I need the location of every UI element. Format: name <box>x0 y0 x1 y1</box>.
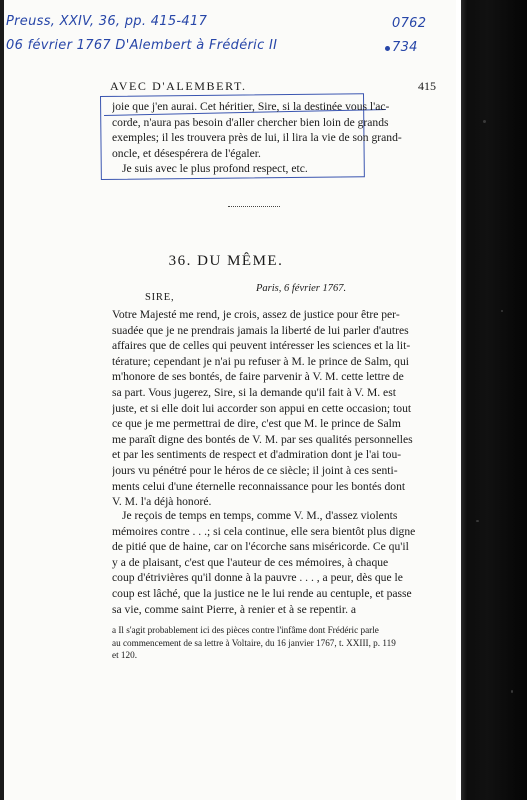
text-line: suadée que je ne prendrais jamais la liberté de lui parler d'autres <box>112 323 409 337</box>
boxed-passage <box>112 99 452 177</box>
handwritten-reference: Preuss, XXIV, 36, pp. 415-417 <box>6 14 208 29</box>
running-head-title: AVEC D'ALEMBERT. <box>110 79 247 93</box>
handwritten-number-2: 734 <box>392 40 418 55</box>
text-line: affaires que de celles qui peuvent intéresser les sciences et la lit- <box>112 339 411 353</box>
text-line: V. M. l'a déjà honoré. <box>112 495 212 509</box>
footnote-line: au commencement de sa lettre à Voltaire, du 16 janvier 1767, t. XXIII, p. 119 <box>112 637 396 648</box>
footnote-line: et 120. <box>112 650 138 660</box>
text-line: y a de plaisant, c'est que l'auteur de ces mémoires, à chaque <box>112 555 389 569</box>
text-line: ce que je me permettrai de dire, c'est que M. le prince de Salm <box>112 417 401 431</box>
letter-paragraph-1 <box>112 307 452 510</box>
running-head <box>110 79 436 95</box>
footnote-line: a Il s'agit probablement ici des pièces contre l'infâme dont Frédéric parle <box>112 625 379 635</box>
text-line: et par les sentiments de respect et d'admiration dont je l'ai tou- <box>112 448 402 462</box>
letter-heading: 36. DU MÊME. <box>168 253 284 269</box>
text-line: sa part. Vous jugerez, Sire, si la demande qu'il fait à V. M. est <box>112 385 396 399</box>
text-line: juste, et si elle doit lui accorder son appui en cette occasion; tout <box>112 401 412 415</box>
handwritten-bullet <box>385 46 390 51</box>
handwritten-date-and-correspondents: 06 février 1767 D'Alembert à Frédéric II <box>6 38 278 53</box>
text-line: jours vu pénétré pour le héros de ce siècle; il joint à ces senti- <box>112 463 398 477</box>
footnote <box>112 624 452 662</box>
scan-right-shadow <box>461 0 527 800</box>
text-line: Je reçois de temps en temps, comme V. M., d'assez violents <box>122 509 398 522</box>
letter-paragraph-2 <box>112 508 452 617</box>
text-line: sa vie, comme saint Pierre, à renier et à se repentir. a <box>112 602 357 616</box>
handwritten-number-1: 0762 <box>392 16 427 31</box>
letter-dateline: Paris, 6 février 1767. <box>256 283 347 294</box>
text-line: joie que j'en aurai. Cet héritier, Sire, si la destinée vous l'ac- <box>112 100 390 113</box>
text-line: corde, n'aura pas besoin d'aller chercher bien loin de grands <box>112 115 389 129</box>
text-line: oncle, et désespérera de l'égaler. <box>112 146 261 160</box>
text-line: exemples; il les trouvera près de lui, il lira la vie de son grand- <box>112 131 402 145</box>
text-line: coup d'étrivières qu'il donne à la pauvre . . . , a peur, dès que le <box>112 571 403 585</box>
section-separator <box>228 206 280 209</box>
text-line: coup est lâché, que la justice ne le lui rende au centuple, et passe <box>112 586 412 600</box>
text-line: Je suis avec le plus profond respect, etc. <box>122 162 308 176</box>
letter-salutation: SIRE, <box>145 292 175 303</box>
page-number: 415 <box>418 79 436 93</box>
text-line: ments celui d'une éternelle reconnaissance pour les bontés dont <box>112 479 406 493</box>
text-line: térature; cependant je n'ai pu refuser à M. le prince de Salm, qui <box>112 354 409 368</box>
text-line: m'honore de ses bontés, de faire parvenir à V. M. cette lettre de <box>112 370 404 384</box>
text-line: me paraît digne des bontés de V. M. par ses qualités personnelles <box>112 432 413 446</box>
text-line: de pitié que de haine, car on l'écorche sans miséricorde. Ce qu'il <box>112 540 409 554</box>
text-line: mémoires contre . . .; si cela continue, elle sera bientôt plus digne <box>112 524 416 538</box>
text-line: Votre Majesté me rend, je crois, assez de justice pour être per- <box>112 308 400 321</box>
